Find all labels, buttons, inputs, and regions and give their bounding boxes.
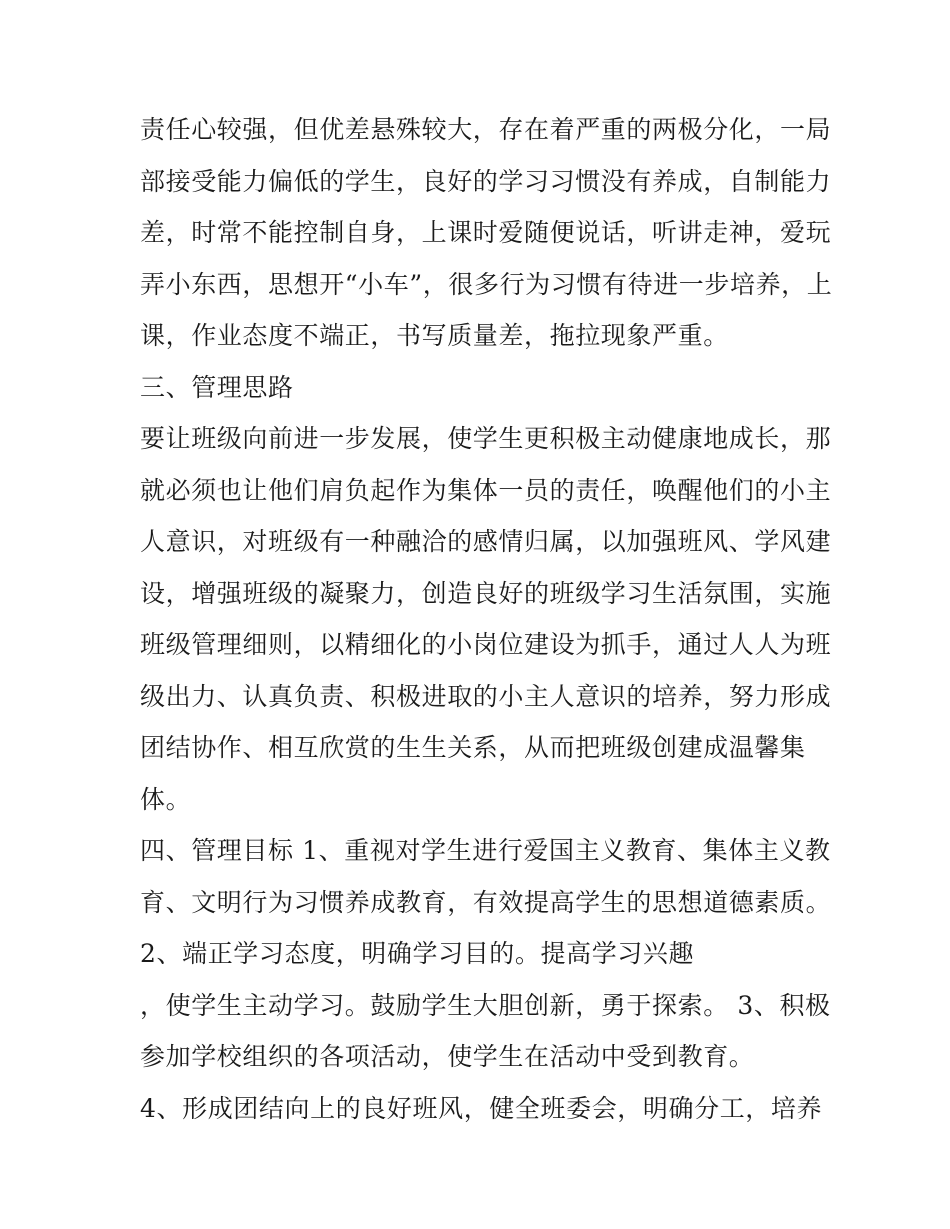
text-line: 级出力、认真负责、积极进取的小主人意识的培养，努力形成 [140,681,832,711]
text-line: 参加学校组织的各项活动，使学生在活动中受到教育。 [140,1042,755,1071]
text-line: ，使学生主动学习。鼓励学生大胆创新，勇于探索。 3、积极 [140,990,831,1020]
text-line: 部接受能力偏低的学生，良好的学习习惯没有养成，自制能力 [140,166,832,196]
text-line: 要让班级向前进一步发展，使学生更积极主动健康地成长，那 [140,424,832,453]
text-line: 课，作业态度不端正，书写质量差，拖拉现象严重。 [140,321,729,350]
text-line: 育、文明行为习惯养成教育，有效提高学生的思想道德素质。 [140,887,832,917]
text-line: 4、形成团结向上的良好班风，健全班委会，明确分工，培养 [140,1093,823,1123]
body-text [140,104,833,1134]
text-line: 体。 [140,784,192,814]
text-line: 2、端正学习态度，明确学习目的。提高学习兴趣 [140,939,695,968]
text-line: 弄小东西，思想开“小车”，很多行为习惯有待进一步培养，上 [140,269,833,299]
text-line: 人意识，对班级有一种融洽的感情归属，以加强班风、学风建 [140,527,832,556]
text-line: 责任心较强，但优差悬殊较大，存在着严重的两极分化，一局 [140,115,832,144]
text-line: 团结协作、相互欣赏的生生关系，从而把班级创建成温馨集 [140,733,806,762]
text-line: 就必须也让他们肩负起作为集体一员的责任，唤醒他们的小主 [140,475,832,505]
section-heading: 四、管理目标 1、重视对学生进行爱国主义教育、集体主义教 [140,836,831,865]
text-line: 差，时常不能控制自身，上课时爱随便说话，听讲走神，爱玩 [140,218,832,247]
text-line: 班级管理细则，以精细化的小岗位建设为抓手，通过人人为班 [140,630,832,659]
text-line: 设，增强班级的凝聚力，创造良好的班级学习生活氛围，实施 [140,578,832,608]
section-heading: 三、管理思路 [140,372,294,402]
